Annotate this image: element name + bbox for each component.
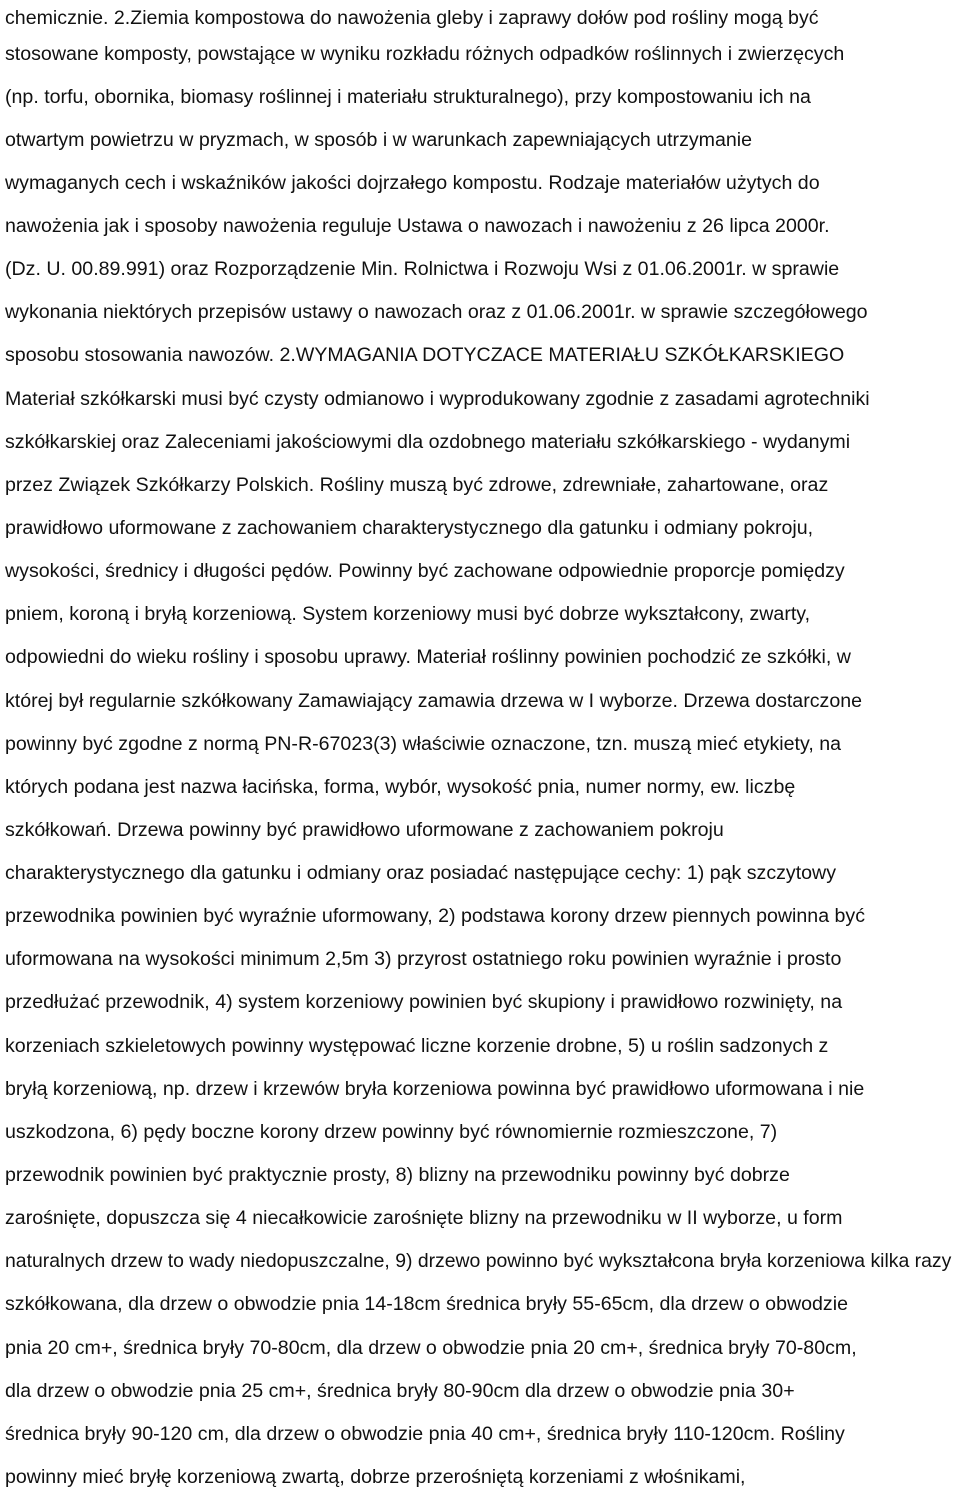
text-line: prawidłowo uformowane z zachowaniem charakterystycznego dla gatunku i odmiany pokroju, (5, 517, 814, 539)
text-line: (Dz. U. 00.89.991) oraz Rozporządzenie Min. Rolnictwa i Rozwoju Wsi z 01.06.2001r. w sprawie (5, 258, 840, 280)
text-line: szkółkarskiej oraz Zaleceniami jakościowymi dla ozdobnego materiału szkółkarskiego - wydanymi (5, 431, 851, 453)
text-line: średnica bryły 90-120 cm, dla drzew o obwodzie pnia 40 cm+, średnica bryły 110-120cm. Rośliny (5, 1423, 845, 1445)
text-line: uformowana na wysokości minimum 2,5m 3) przyrost ostatniego roku powinien wyraźnie i prosto (5, 948, 842, 970)
text-line: przedłużać przewodnik, 4) system korzeniowy powinien być skupiony i prawidłowo rozwinięty, na (5, 991, 843, 1013)
text-line: uszkodzona, 6) pędy boczne korony drzew powinny być równomiernie rozmieszczone, 7) (5, 1121, 778, 1143)
text-line: przewodnik powinien być praktycznie prosty, 8) blizny na przewodniku powinny być dobrze (5, 1164, 790, 1186)
text-line: szkółkowań. Drzewa powinny być prawidłowo uformowane z zachowaniem pokroju (5, 819, 724, 841)
text-line: odpowiedni do wieku rośliny i sposobu uprawy. Materiał roślinny powinien pochodzić ze szkółki, w (5, 646, 851, 668)
text-line: której był regularnie szkółkowany Zamawiający zamawia drzewa w I wyborze. Drzewa dostarczone (5, 690, 863, 712)
text-line: bryłą korzeniową, np. drzew i krzewów bryła korzeniowa powinna być prawidłowo uformowana i nie (5, 1078, 865, 1100)
text-line: powinny być zgodne z normą PN-R-67023(3) właściwie oznaczone, tzn. muszą mieć etykiety, na (5, 733, 842, 755)
text-line: sposobu stosowania nawozów. 2.WYMAGANIA DOTYCZACE MATERIAŁU SZKÓŁKARSKIEGO (5, 344, 845, 366)
text-line: nawożenia jak i sposoby nawożenia reguluje Ustawa o nawozach i nawożeniu z 26 lipca 2000r. (5, 215, 830, 237)
text-line: przewodnika powinien być wyraźnie uformowany, 2) podstawa korony drzew piennych powinna być (5, 905, 866, 927)
text-line: pniem, koroną i bryłą korzeniową. System korzeniowy musi być dobrze wykształcony, zwarty, (5, 603, 811, 625)
text-line: wykonania niektórych przepisów ustawy o nawozach oraz z 01.06.2001r. w sprawie szczegółowego (5, 301, 868, 323)
text-line: których podana jest nazwa łacińska, forma, wybór, wysokość pnia, numer normy, ew. liczbę (5, 776, 796, 798)
text-line: dla drzew o obwodzie pnia 25 cm+, średnica bryły 80-90cm dla drzew o obwodzie pnia 30+ (5, 1380, 795, 1402)
text-line: zarośnięte, dopuszcza się 4 niecałkowicie zarośnięte blizny na przewodniku w II wyborze, u form (5, 1207, 843, 1229)
text-line: Materiał szkółkarski musi być czysty odmianowo i wyprodukowany zgodnie z zasadami agrotechniki (5, 388, 870, 410)
text-line: charakterystycznego dla gatunku i odmiany oraz posiadać następujące cechy: 1) pąk szczytowy (5, 862, 836, 884)
text-line: chemicznie. 2.Ziemia kompostowa do nawożenia gleby i zaprawy dołów pod rośliny mogą być (5, 7, 819, 29)
text-line: szkółkowana, dla drzew o obwodzie pnia 14-18cm średnica bryły 55-65cm, dla drzew o obwodzie (5, 1293, 848, 1315)
text-line: powinny mieć bryłę korzeniową zwartą, dobrze przerośniętą korzeniami z włośnikami, (5, 1466, 746, 1488)
text-line: stosowane komposty, powstające w wyniku rozkładu różnych odpadków roślinnych i zwierzęcych (5, 43, 845, 65)
text-line: otwartym powietrzu w pryzmach, w sposób i w warunkach zapewniających utrzymanie (5, 129, 753, 151)
text-line: (np. torfu, obornika, biomasy roślinnej i materiału strukturalnego), przy kompostowaniu ich na (5, 86, 811, 108)
text-line: korzeniach szkieletowych powinny występować liczne korzenie drobne, 5) u roślin sadzonych z (5, 1035, 829, 1057)
text-line: wymaganych cech i wskaźników jakości dojrzałego kompostu. Rodzaje materiałów użytych do (5, 172, 820, 194)
text-line: naturalnych drzew to wady niedopuszczalne, 9) drzewo powinno być wykształcona bryła korzeniowa kilka razy (5, 1250, 952, 1272)
text-line: przez Związek Szkółkarzy Polskich. Rośliny muszą być zdrowe, zdrewniałe, zahartowane, oraz (5, 474, 829, 496)
text-line: wysokości, średnicy i długości pędów. Powinny być zachowane odpowiednie proporcje pomiędzy (5, 560, 845, 582)
text-line: pnia 20 cm+, średnica bryły 70-80cm, dla drzew o obwodzie pnia 20 cm+, średnica bryły 70-80cm, (5, 1337, 857, 1359)
